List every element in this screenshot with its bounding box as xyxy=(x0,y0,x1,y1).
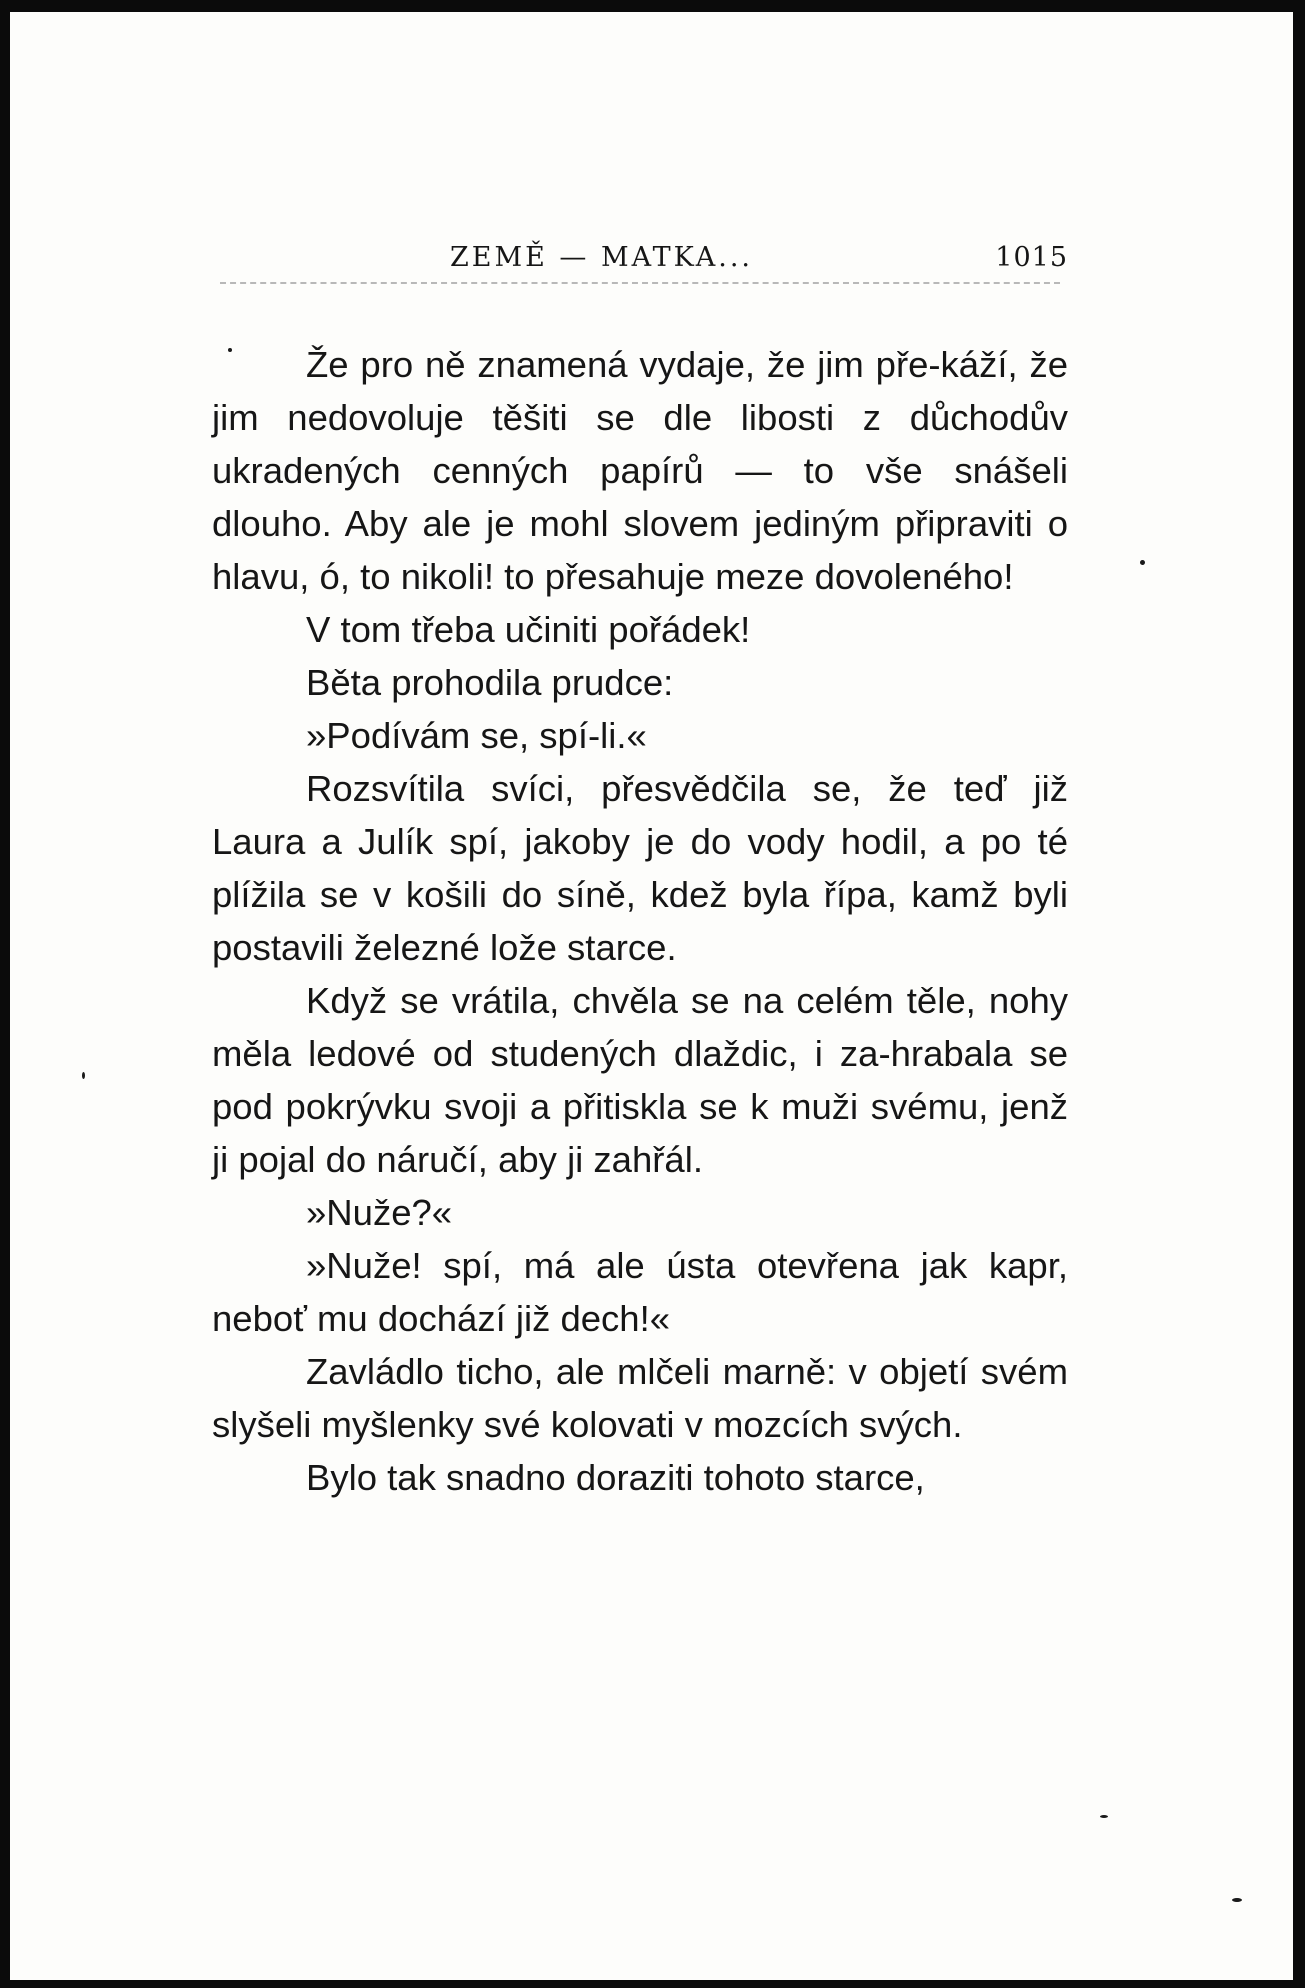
scan-border-left xyxy=(0,0,10,1988)
paragraph: Rozsvítila svíci, přesvědčila se, že teď již Laura a Julík spí, jakoby je do vody hodil, a po té plížila se v košili do síně, kdež byla řípa, kamž byli postavili železné lože starce. xyxy=(212,768,1068,968)
paragraph: Když se vrátila, chvěla se na celém těle, nohy měla ledové od studených dlaždic, i za-hrabala se pod pokrývku svoji a přitiskla se k muži svému, jenž ji pojal do náručí, aby ji zahřál. xyxy=(212,980,1068,1180)
paragraph: »Nuže! spí, má ale ústa otevřena jak kapr, neboť mu dochází již dech!« xyxy=(212,1245,1068,1339)
scan-border-right xyxy=(1293,0,1305,1988)
paragraph: V tom třeba učiniti pořádek! xyxy=(306,609,751,650)
paragraph: Že pro ně znamená vydaje, že jim pře-káží, že jim nedovoluje těšiti se dle libosti z důchodův ukradených cenných papírů — to vše snášeli dlouho. Aby ale je mohl slovem jediným připraviti o hlavu, ó, to nikoli! to přesahuje meze dovoleného! xyxy=(212,344,1068,597)
running-title: ZEMĚ — MATKA... xyxy=(450,242,753,273)
scan-speck xyxy=(1232,1898,1242,1902)
paragraph: »Nuže?« xyxy=(306,1192,453,1233)
body-text xyxy=(212,338,1068,1504)
paragraph: Bylo tak snadno doraziti tohoto starce, xyxy=(306,1457,925,1498)
scan-speck xyxy=(1100,1815,1108,1818)
scan-speck xyxy=(82,1072,85,1079)
scan-border-bottom xyxy=(0,1980,1305,1988)
running-head xyxy=(212,232,1068,280)
paragraph: Běta prohodila prudce: xyxy=(306,662,674,703)
paragraph: Zavládlo ticho, ale mlčeli marně: v objetí svém slyšeli myšlenky své kolovati v mozcích svých. xyxy=(212,1351,1068,1445)
book-page xyxy=(212,232,1068,1504)
paragraph: »Podívám se, spí-li.« xyxy=(306,715,647,756)
scan-speck xyxy=(1140,560,1145,565)
scan-border-top xyxy=(0,0,1305,12)
header-rule xyxy=(220,282,1060,284)
page-number: 1015 xyxy=(995,242,1068,273)
